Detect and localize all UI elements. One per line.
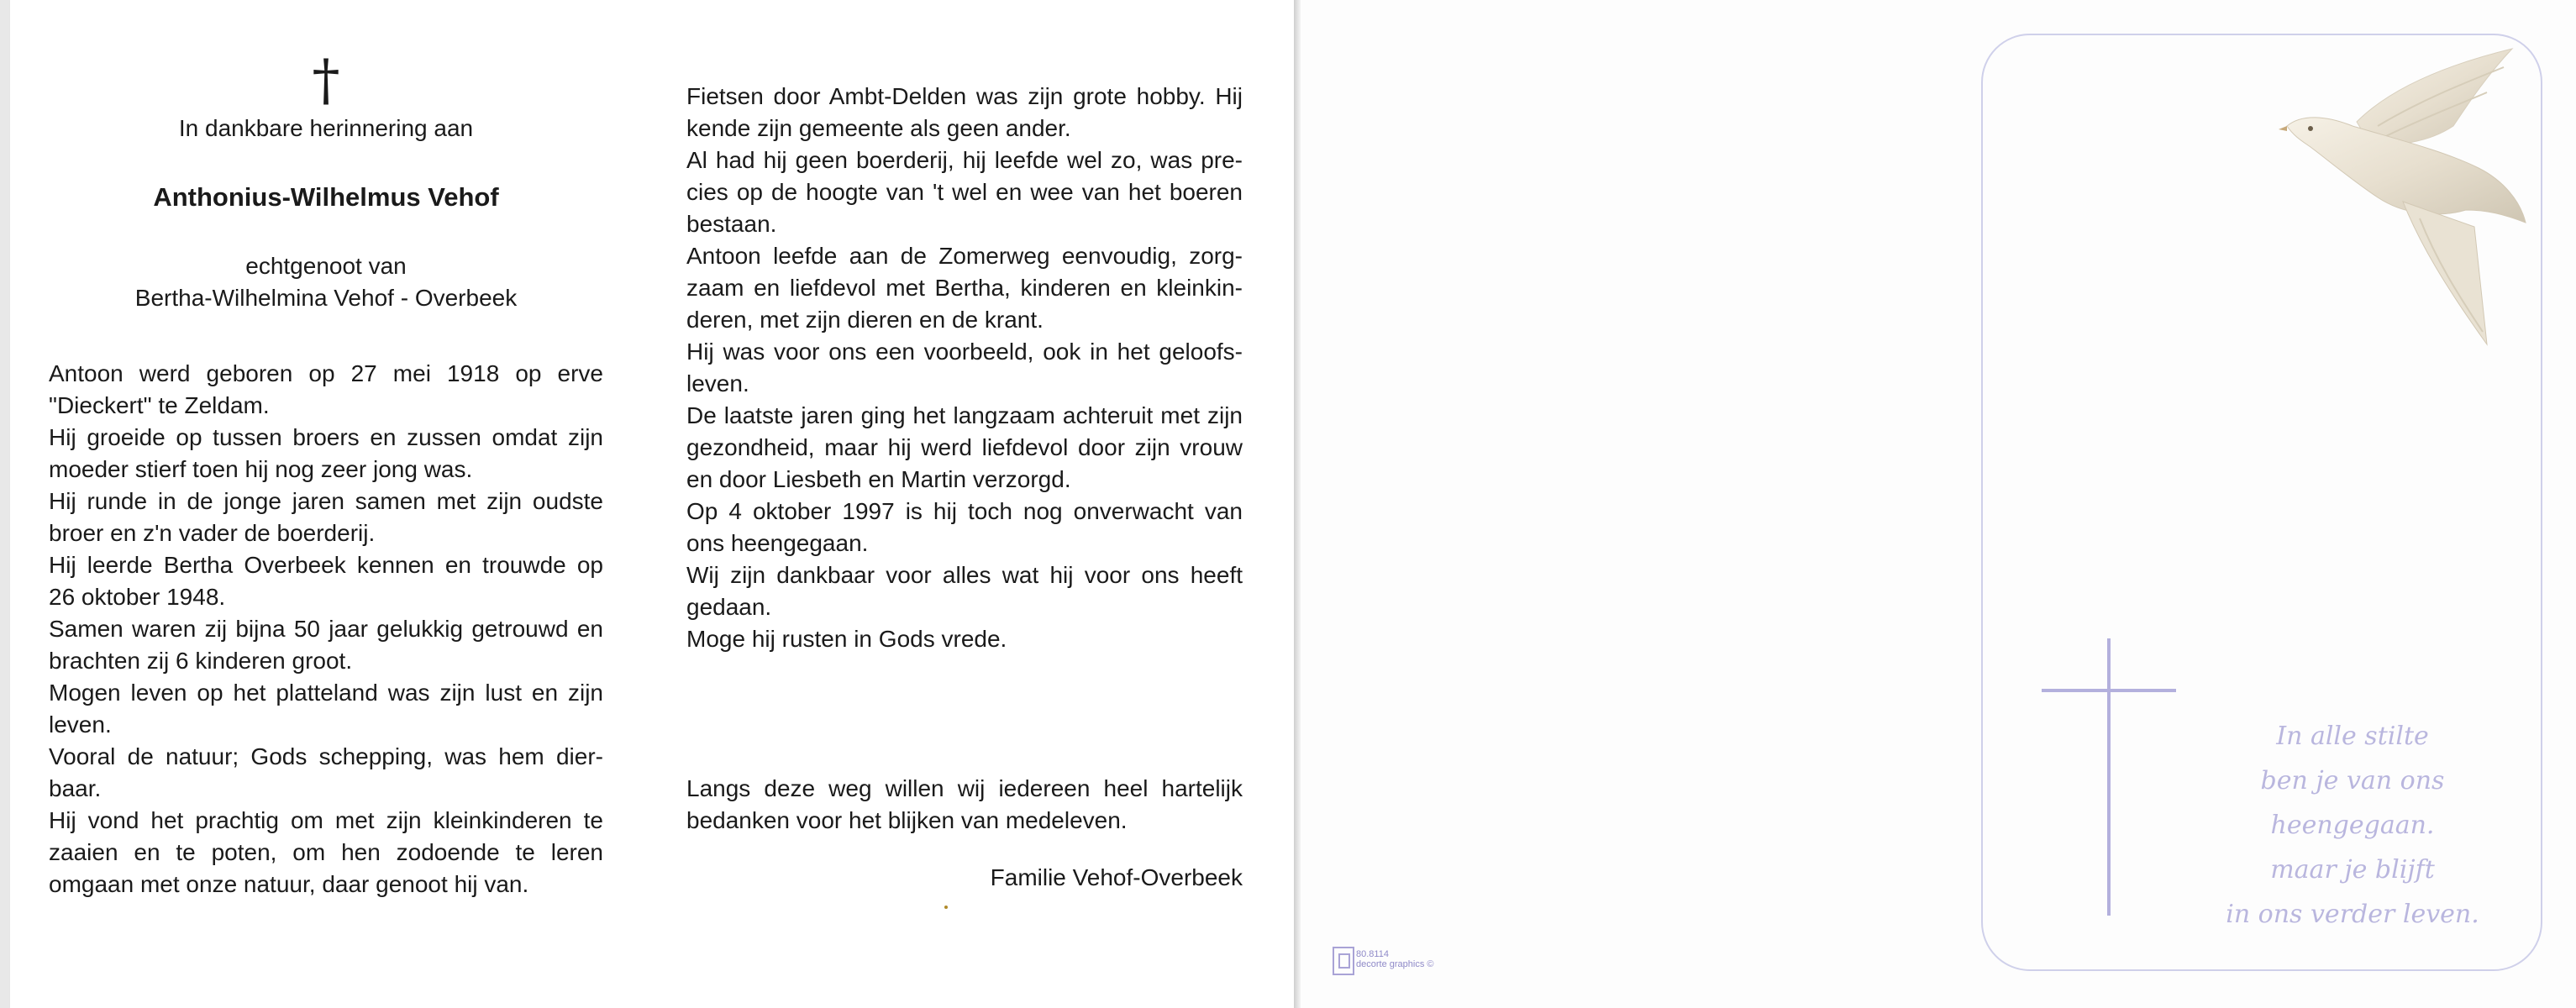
printer-logo-icon bbox=[1333, 947, 1354, 975]
bio-paragraph: Hij was voor ons een voorbeeld, ook in het geloofs-leven. bbox=[686, 339, 1243, 396]
bio-paragraph: Hij runde in de jonge jaren samen met zijn oudste broer en z'n vader de boerderij. bbox=[49, 488, 603, 546]
spouse-name: Bertha-Wilhelmina Vehof - Overbeek bbox=[134, 285, 518, 311]
bio-paragraph: Vooral de natuur; Gods schepping, was hem dier-baar. bbox=[49, 743, 603, 801]
left-column bbox=[49, 50, 603, 900]
bio-paragraph: Al had hij geen boerderij, hij leefde wel zo, was pre-cies op de hoogte van 't wel en wee van het boeren bestaan. bbox=[686, 147, 1243, 237]
poem-line: in ons verder leven. bbox=[2226, 900, 2479, 929]
dove-icon bbox=[2277, 42, 2537, 353]
poem-line: In alle stilte bbox=[2276, 722, 2429, 751]
deceased-name: Anthonius-Wilhelmus Vehof bbox=[153, 182, 499, 212]
spouse-label: echtgenoot van bbox=[245, 253, 407, 279]
print-speck bbox=[944, 906, 948, 909]
spacer bbox=[686, 655, 1243, 773]
printer-mark bbox=[1356, 949, 1434, 969]
intro-text: In dankbare herinnering aan bbox=[178, 115, 474, 141]
bio-paragraph: Moge hij rusten in Gods vrede. bbox=[686, 626, 1007, 652]
poem-line: maar je blijft bbox=[2270, 855, 2435, 885]
poem bbox=[2176, 714, 2529, 937]
bio-paragraph: Samen waren zij bijna 50 jaar gelukkig getrouwd en brachten zij 6 kinderen groot. bbox=[49, 616, 603, 674]
bio-paragraph: Fietsen door Ambt-Delden was zijn grote hobby. Hij kende zijn gemeente als geen ander. bbox=[686, 83, 1243, 141]
printer-code: 80.8114 bbox=[1356, 949, 1389, 959]
bio-paragraph: Hij vond het prachtig om met zijn kleinkinderen te zaaien en te poten, om hen zodoende te leren omgaan met onze natuur, daar genoot hij van. bbox=[49, 807, 603, 897]
cross-glyph-icon: † bbox=[312, 48, 340, 113]
family-signature: Familie Vehof-Overbeek bbox=[990, 864, 1243, 890]
bio-paragraph: Hij groeide op tussen broers en zussen omdat zijn moeder stierf toen hij nog zeer jong was. bbox=[49, 424, 603, 482]
middle-column bbox=[686, 81, 1243, 894]
bio-paragraph: De laatste jaren ging het langzaam achteruit met zijn gezondheid, maar hij werd liefdevol door zijn vrouw en door Liesbeth en Martin verzorgd. bbox=[686, 402, 1243, 492]
thanks-paragraph: Langs deze weg willen wij iedereen heel hartelijk bedanken voor het blijken van medeleven. bbox=[686, 775, 1243, 833]
bio-paragraph: Wij zijn dankbaar voor alles wat hij voor ons heeft gedaan. bbox=[686, 562, 1243, 620]
bio-paragraph: Hij leerde Bertha Overbeek kennen en trouwde op 26 oktober 1948. bbox=[49, 552, 603, 610]
printer-name: decorte graphics © bbox=[1356, 959, 1434, 969]
bio-paragraph: Op 4 oktober 1997 is hij toch nog onverwacht van ons heengegaan. bbox=[686, 498, 1243, 556]
bio-paragraph: Mogen leven op het platteland was zijn lust en zijn leven. bbox=[49, 680, 603, 738]
poem-line: ben je van ons heengegaan. bbox=[2260, 766, 2445, 840]
bio-paragraph: Antoon werd geboren op 27 mei 1918 op erve "Dieckert" te Zeldam. bbox=[49, 360, 603, 418]
card-fold bbox=[1294, 0, 1301, 1008]
spacer bbox=[49, 314, 603, 358]
cross-icon bbox=[2042, 638, 2176, 916]
bio-paragraph: Antoon leefde aan de Zomerweg eenvoudig, zorg-zaam en liefdevol met Bertha, kinderen en kleinkin-deren, met zijn dieren en de krant. bbox=[686, 243, 1243, 333]
